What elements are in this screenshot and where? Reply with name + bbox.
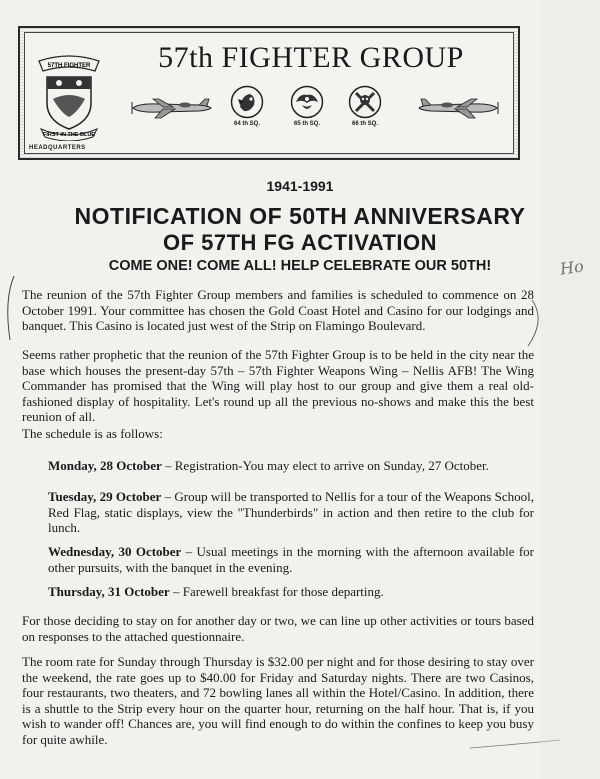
schedule-text: – Group will be transported to Nellis for a tour of the Weapons School, Red Flag, static displays, view the "Thunderbirds" in action and then retire to the club for lunch.: [48, 489, 534, 536]
anniversary-years: 1941-1991: [266, 178, 334, 194]
subheadline: COME ONE! COME ALL! HELP CELEBRATE OUR 50TH!: [108, 258, 492, 274]
schedule-day: Thursday, 31 October: [48, 584, 170, 599]
fighter-plane-right-icon: [417, 95, 501, 121]
paragraph-schedule-intro: The schedule is as follows:: [22, 426, 163, 441]
schedule-text: – Farewell breakfast for those departing.: [169, 584, 384, 599]
squadron-66-label: 66 th SQ.: [351, 121, 378, 127]
schedule-text: – Registration-You may elect to arrive on Sunday, 27 October.: [161, 458, 489, 473]
schedule-item-monday: [48, 458, 534, 474]
schedule-text: – Usual meetings in the morning with the afternoon available for other pursuits, with the banquet in the evening.: [48, 544, 534, 575]
right-edge-shadow: [540, 0, 600, 779]
fighter-plane-left-icon: [129, 95, 213, 121]
left-margin-bracket: [8, 276, 14, 340]
headquarters-label: HEADQUARTERS: [29, 145, 86, 151]
squadron-66-emblem-icon: [348, 85, 382, 119]
headline-line-2: OF 57TH FG ACTIVATION: [162, 230, 438, 255]
squadron-64-label: 64 th SQ.: [233, 121, 260, 127]
schedule-item-wednesday: [48, 544, 534, 575]
schedule-item-thursday: [48, 584, 534, 600]
squadron-64-emblem-icon: [230, 85, 264, 119]
handwritten-margin-note: Ho: [558, 256, 585, 279]
headline-line-1: NOTIFICATION OF 50TH ANNIVERSARY: [74, 203, 526, 229]
squadron-64-badge: [225, 85, 269, 127]
squadron-65-emblem-icon: [290, 85, 324, 119]
letterhead-frame: [24, 32, 514, 154]
group-crest-emblem: [33, 51, 105, 141]
letterhead-title: 57th FIGHTER GROUP: [158, 41, 464, 74]
paragraph-reunion: The reunion of the 57th Fighter Group members and families is scheduled to commence on 28 October 1991. Your committee has chosen the Gold Coast Hotel and Casino for our lodgings and banquet. This Casino is located just west of the Strip on Flamingo Boulevard.: [22, 287, 534, 334]
schedule-item-tuesday: [48, 489, 534, 536]
paragraph-room-rate: The room rate for Sunday through Thursday is $32.00 per night and for those desiring to stay over the weekend, the rate goes up to $40.00 for Friday and Saturday nights. There are two Casinos, four restaurants, two theaters, and 72 bowling lanes all within the Hotel/Casino. In addition, there is a shuttle to the Strip every hour on the quarter hour, returning on the half hour. That is, if you wish to wander off! Chances are, you will find enough to do within the confines to keep you busy for quite awhile.: [22, 654, 534, 747]
paragraph-staying: For those deciding to stay on for another day or two, we can line up other activities or tours based on responses to the attached questionnaire.: [22, 613, 534, 644]
schedule-day: Monday, 28 October: [48, 458, 162, 473]
schedule-day: Tuesday, 29 October: [48, 489, 162, 504]
squadron-66-badge: [343, 85, 387, 127]
crest-banner-text: 57TH FIGHTER: [47, 63, 91, 69]
letterhead: [18, 26, 520, 160]
squadron-65-label: 65 th SQ.: [293, 121, 320, 127]
crest-motto-text: FIRST IN THE BLUE: [43, 132, 95, 138]
paragraph-prophetic: Seems rather prophetic that the reunion of the 57th Fighter Group is to be held in the city near the base which houses the present-day 57th – 57th Fighter Weapons Wing – Nellis AFB! The Wing Commander has promised that the Wing will play host to our group and give them a real old-fashioned display of hospitality. Let's round up all the previous no-shows and make this the best reunion of all.: [22, 347, 534, 425]
schedule-day: Wednesday, 30 October: [48, 544, 182, 559]
squadron-65-badge: [285, 85, 329, 127]
